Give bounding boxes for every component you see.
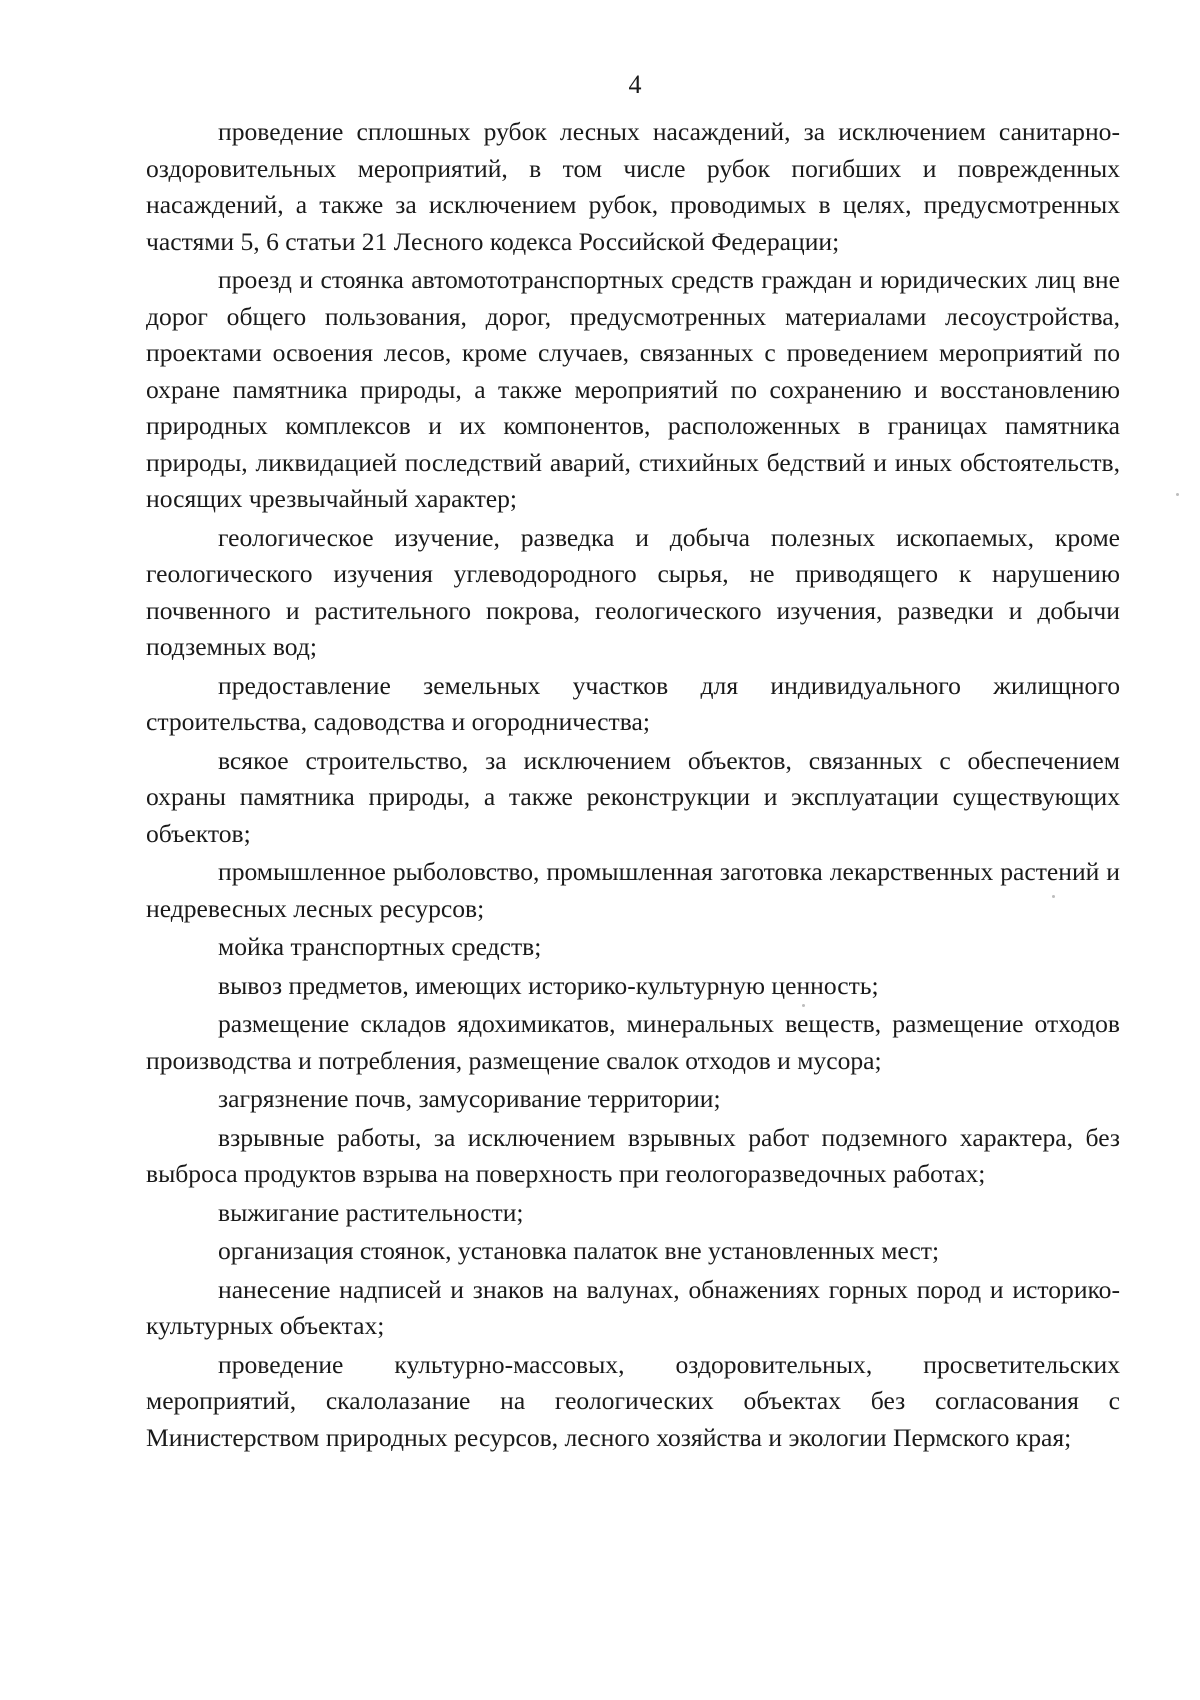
- document-body: [146, 114, 1120, 1456]
- paragraph-cultural-items: вывоз предметов, имеющих историко-культурную ценность;: [218, 970, 879, 1000]
- paragraph-geological-exploration: геологическое изучение, разведка и добыча полезных ископаемых, кроме геологического изучения углеводородного сырья, не приводящего к нарушению почвенного и растительного покрова, геологического изучения, разведки и добычи подземных вод;: [146, 522, 1120, 661]
- scan-speck: [1052, 895, 1055, 898]
- paragraph-camping: организация стоянок, установка палаток вне установленных мест;: [218, 1236, 940, 1265]
- paragraph-fishing-harvesting: промышленное рыболовство, промышленная заготовка лекарственных растений и недревесных лесных ресурсов;: [146, 857, 1120, 923]
- paragraph-mass-events: проведение культурно-массовых, оздоровительных, просветительских мероприятий, скалолазание на геологических объектах без согласования с Министерством природных ресурсов, лесного хозяйства и экологии Пермского края;: [146, 1349, 1120, 1452]
- paragraph-burning: выжигание растительности;: [218, 1197, 524, 1227]
- paragraph-blasting: взрывные работы, за исключением взрывных работ подземного характера, без выброса продуктов взрыва на поверхность при геологоразведочных работах;: [146, 1122, 1120, 1188]
- paragraph-graffiti: нанесение надписей и знаков на валунах, обнажениях горных пород и историко-культурных объектах;: [146, 1274, 1120, 1340]
- paragraph-vehicle-washing: мойка транспортных средств;: [218, 932, 542, 961]
- scan-speck: [1176, 493, 1179, 496]
- paragraph-soil-pollution: загрязнение почв, замусоривание территории;: [218, 1084, 721, 1113]
- paragraph-land-allocation: предоставление земельных участков для индивидуального жилищного строительства, садоводства и огородничества;: [146, 670, 1120, 736]
- page-number: 4: [628, 70, 642, 99]
- scan-speck: [802, 1004, 805, 1007]
- paragraph-vehicle-traffic: проезд и стоянка автомототранспортных средств граждан и юридических лиц вне дорог общего пользования, дорог, предусмотренных материалами лесоустройства, проектами освоения лесов, кроме случаев, связанных с проведением мероприятий по охране памятника природы, а также мероприятий по сохранению и восстановлению природных комплексов и их компонентов, расположенных в границах памятника природы, ликвидацией последствий аварий, стихийных бедствий и иных обстоятельств, носящих чрезвычайный характер;: [146, 265, 1120, 513]
- paragraph-chemical-storage: размещение складов ядохимикатов, минеральных веществ, размещение отходов производства и потребления, размещение свалок отходов и мусора;: [146, 1009, 1120, 1075]
- paragraph-construction: всякое строительство, за исключением объектов, связанных с обеспечением охраны памятника природы, а также реконструкции и эксплуатации существующих объектов;: [146, 745, 1120, 848]
- paragraph-clear-cutting: проведение сплошных рубок лесных насаждений, за исключением санитарно-оздоровительных мероприятий, в том числе рубок погибших и поврежденных насаждений, а также за исключением рубок, проводимых в целях, предусмотренных частями 5, 6 статьи 21 Лесного кодекса Российской Федерации;: [146, 117, 1120, 256]
